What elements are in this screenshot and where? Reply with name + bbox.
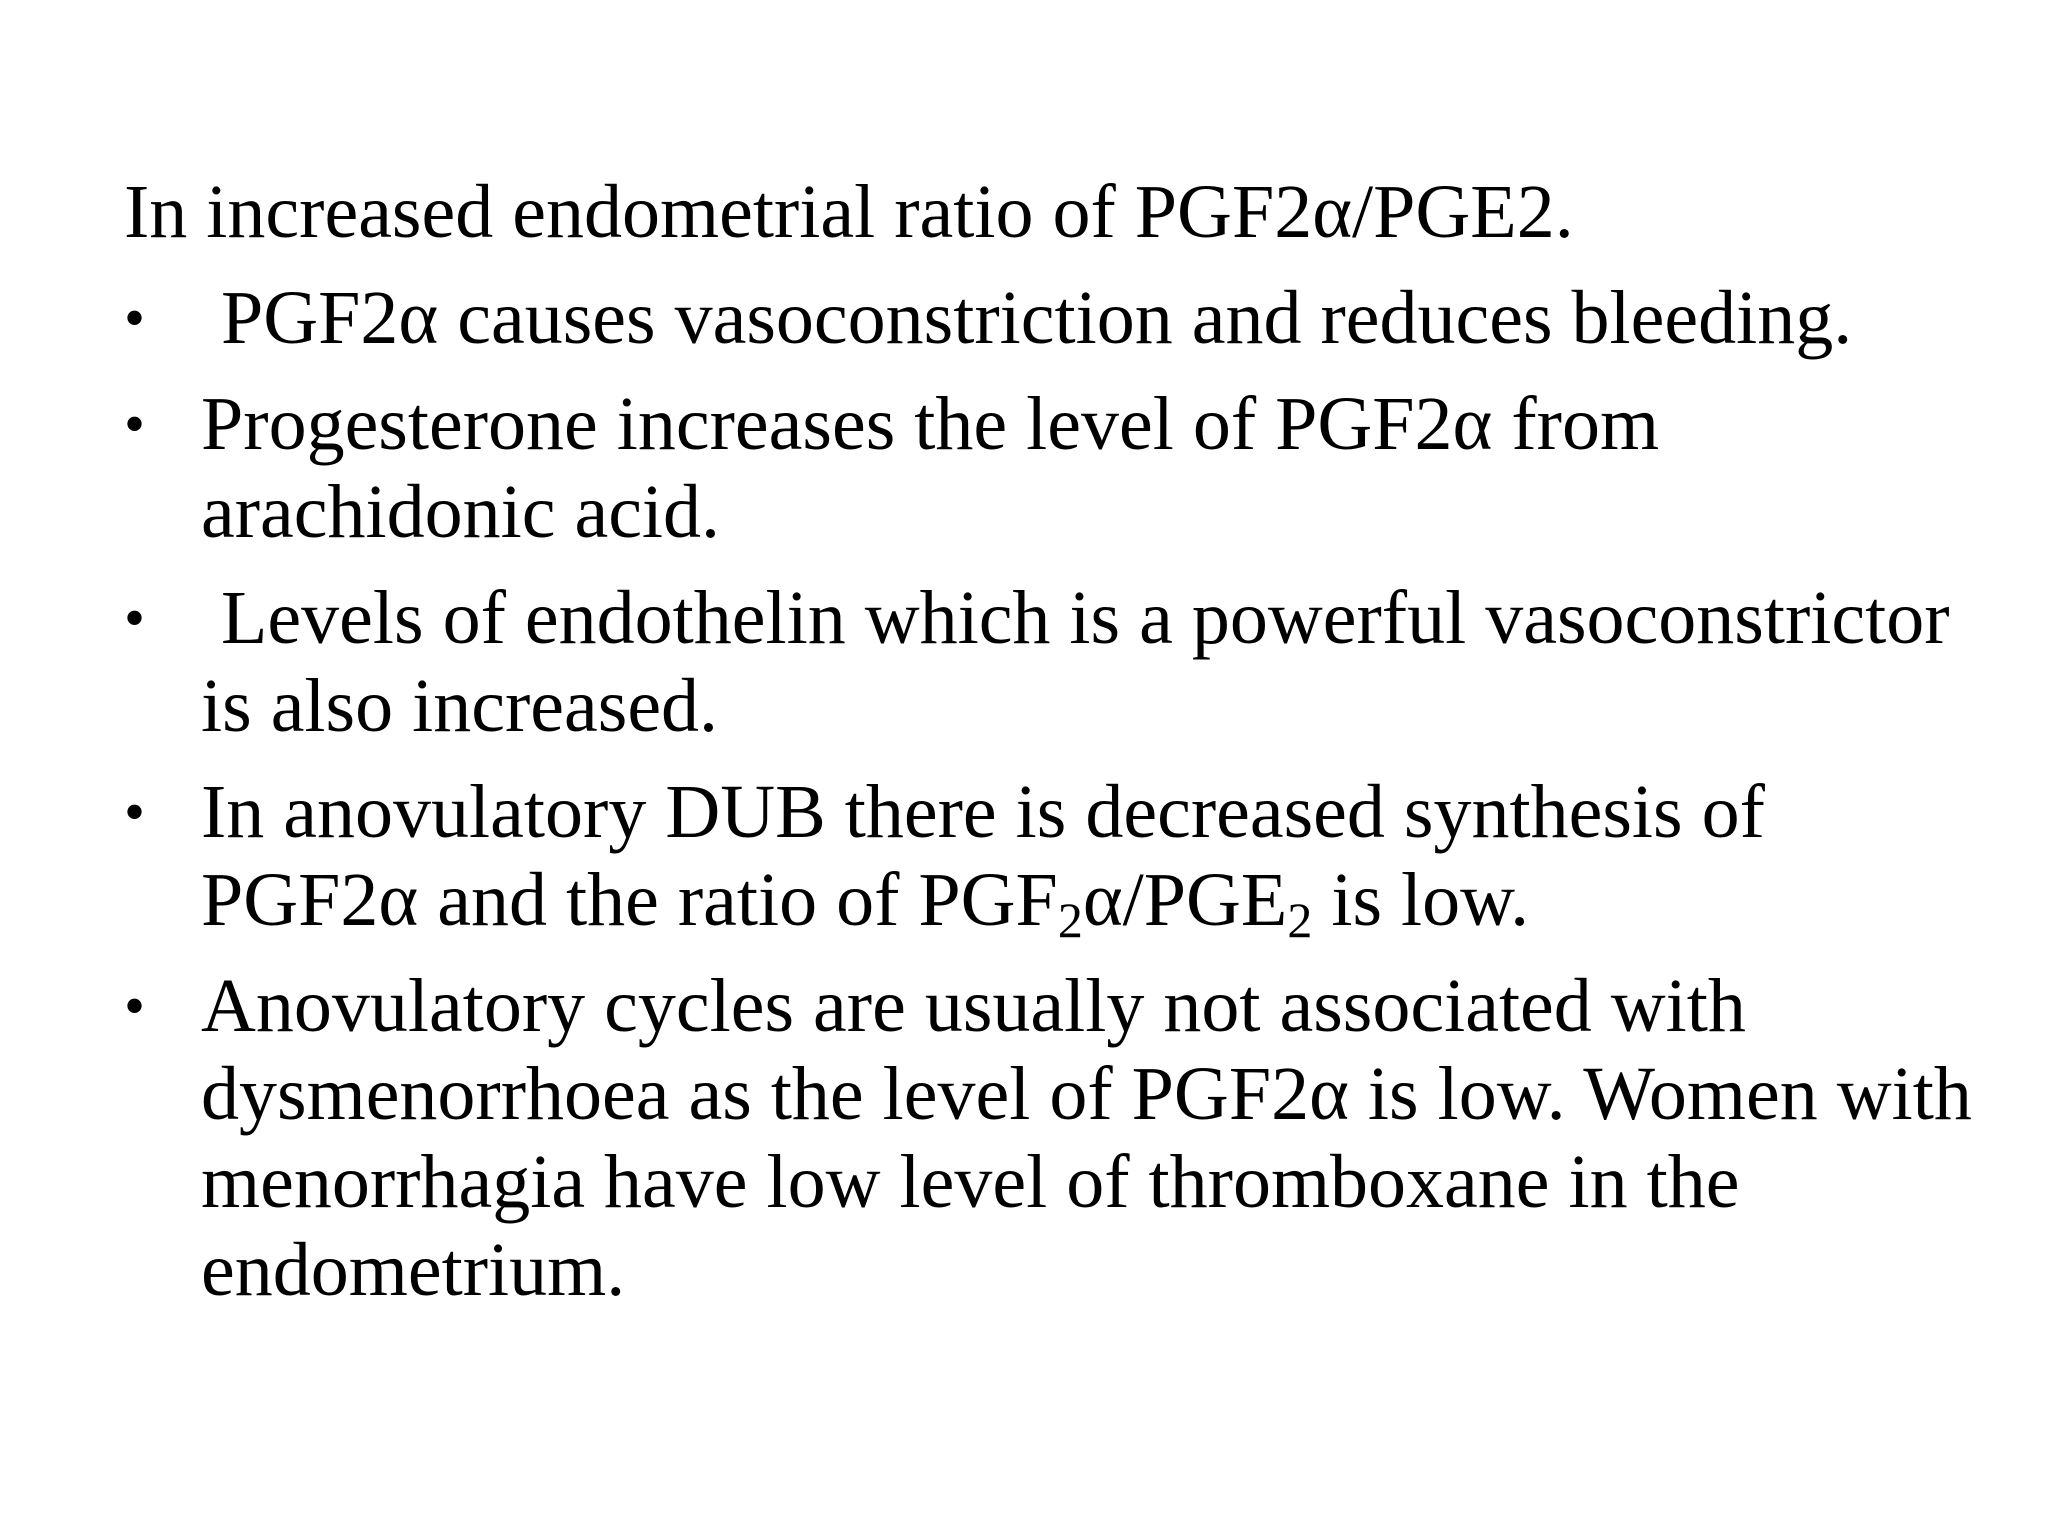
bullet-line: Progesterone increases the level of PGF2α from <box>201 382 1660 466</box>
bullet-line: Anovulatory cycles are usually not associated with <box>201 964 1746 1048</box>
bullet-line-prefix: PGF2α and the ratio of PGF <box>201 858 1058 942</box>
bullet-line-text: PGF2α causes vasoconstriction and reduces bleeding. <box>221 276 1853 360</box>
bullet-line <box>201 274 1964 362</box>
bullet-item-anovulatory-cycles <box>124 962 1972 1314</box>
bullet-line: In anovulatory DUB there is decreased synthesis of <box>201 770 1765 854</box>
bullet-line: endometrium. <box>201 1228 626 1312</box>
bullet-icon: • <box>124 779 146 845</box>
bullet-line-text: Levels of endothelin which is a powerful vasoconstrictor <box>221 576 1950 660</box>
bullet-text <box>201 768 1964 948</box>
bullet-line: dysmenorrhoea as the level of PGF2α is low. Women with <box>201 1052 1972 1136</box>
subscript-two: 2 <box>1287 892 1313 948</box>
bullet-line: menorrhagia have low level of thromboxane in the <box>201 1140 1740 1224</box>
bullet-line-suffix: is low. <box>1312 858 1530 942</box>
bullet-line: is also increased. <box>201 664 719 748</box>
bullet-icon: • <box>124 585 146 651</box>
bullet-icon: • <box>124 973 146 1039</box>
bullet-line: arachidonic acid. <box>201 470 721 554</box>
bullet-text <box>201 274 1964 362</box>
bullet-text <box>201 380 1964 556</box>
bullet-text <box>201 574 1964 750</box>
bullet-line-with-subscripts <box>201 856 1964 948</box>
bullet-item-pgf2a-vasoconstriction <box>124 274 1964 362</box>
bullet-icon: • <box>124 391 146 457</box>
bullet-line <box>201 574 1964 662</box>
bullet-item-progesterone <box>124 380 1964 556</box>
slide-content <box>124 168 1972 1332</box>
intro-text: In increased endometrial ratio of PGF2α/PGE2. <box>124 170 1574 254</box>
subscript-two: 2 <box>1057 892 1083 948</box>
bullet-icon: • <box>124 285 146 351</box>
bullet-line-middle: α/PGE <box>1082 858 1288 942</box>
bullet-list <box>124 274 1972 1314</box>
bullet-text <box>201 962 1972 1314</box>
bullet-item-endothelin <box>124 574 1964 750</box>
bullet-item-anovulatory-dub <box>124 768 1964 948</box>
